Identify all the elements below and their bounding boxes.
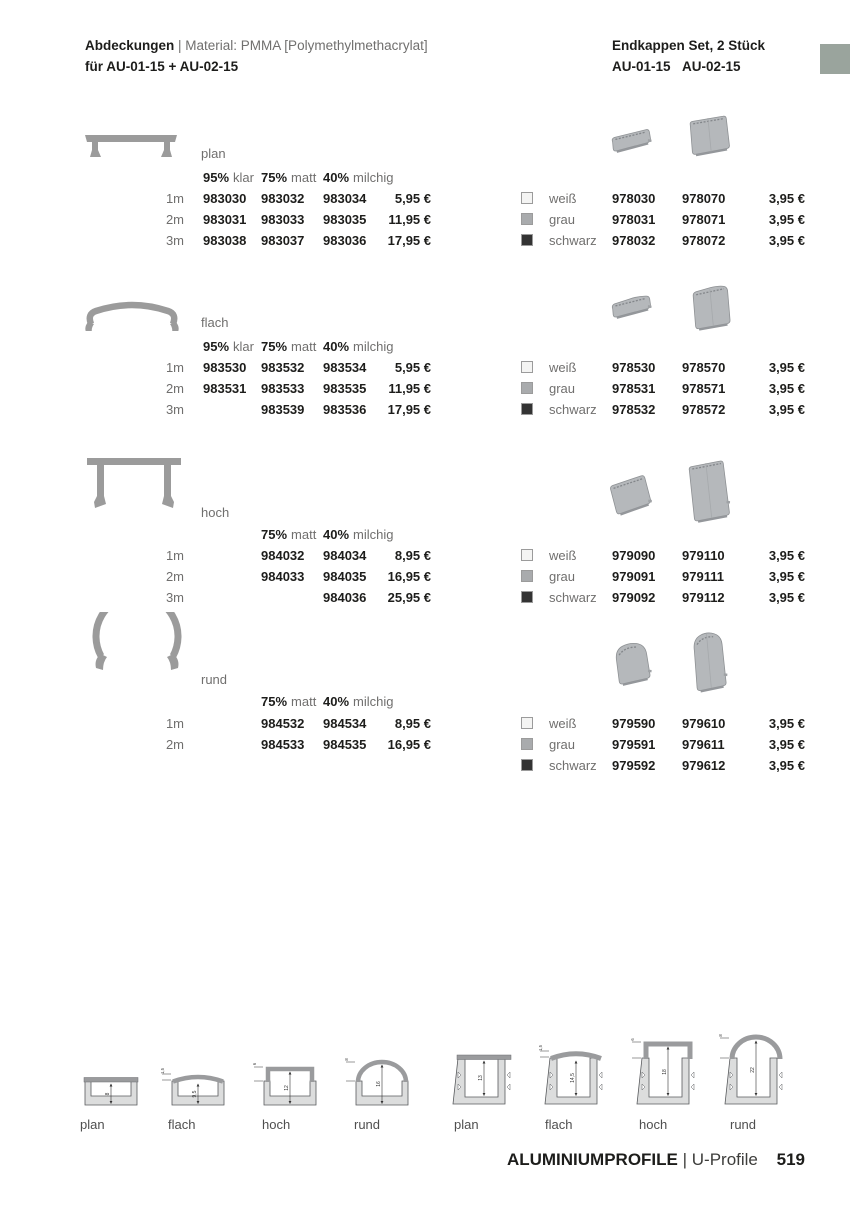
price: 3,95 € xyxy=(768,402,805,417)
article-number: 983037 xyxy=(261,233,305,248)
diagram-cover-hoch xyxy=(252,1054,322,1108)
article-number: 978532 xyxy=(612,402,656,417)
svg-text:22: 22 xyxy=(750,1067,756,1073)
article-number: 978530 xyxy=(612,360,656,375)
diagram-label-plan: plan xyxy=(80,1117,105,1132)
endcap-color-label: grau xyxy=(549,381,576,396)
length-label: 2m xyxy=(165,381,184,396)
price: 3,95 € xyxy=(768,569,805,584)
diagram-label-rund: rund xyxy=(730,1117,757,1132)
article-number: 983033 xyxy=(261,212,305,227)
article-number: 979610 xyxy=(682,716,726,731)
article-number: 978531 xyxy=(612,381,656,396)
col-header-matt: 75% matt xyxy=(261,339,317,354)
price: 17,95 € xyxy=(387,402,431,417)
col-header-matt: 75% matt xyxy=(261,527,317,542)
svg-text:8: 8 xyxy=(344,1058,349,1061)
length-label: 1m xyxy=(165,360,184,375)
endcap-photo-large xyxy=(685,113,734,164)
color-swatch xyxy=(521,213,533,225)
price: 3,95 € xyxy=(768,737,805,752)
col-header-klar: 95% klar xyxy=(203,170,254,185)
article-number: 984034 xyxy=(323,548,367,563)
column-headers xyxy=(0,338,850,355)
page-tab xyxy=(820,44,850,74)
color-swatch xyxy=(521,591,533,603)
length-label: 2m xyxy=(165,737,184,752)
endcap-color-label: schwarz xyxy=(549,402,597,417)
endkappen-col2: AU-02-15 xyxy=(682,59,741,74)
price: 3,95 € xyxy=(768,360,805,375)
footer-subcategory: | U-Profile xyxy=(682,1150,758,1169)
diagram-cover-plan xyxy=(73,1054,143,1108)
color-swatch xyxy=(521,738,533,750)
endcap-photo-small xyxy=(605,471,657,524)
color-swatch xyxy=(521,759,533,771)
endcap-photo-small xyxy=(609,126,656,165)
diagram-label-flach: flach xyxy=(545,1117,573,1132)
svg-text:8: 8 xyxy=(105,1092,111,1096)
endcap-color-label: weiß xyxy=(549,716,577,731)
length-label: 3m xyxy=(165,233,184,248)
article-number: 983034 xyxy=(323,191,367,206)
page-title-material: | Material: PMMA [Polymethylmethacrylat] xyxy=(178,38,428,53)
color-swatch xyxy=(521,361,533,373)
article-number: 978072 xyxy=(682,233,726,248)
endcap-row xyxy=(0,589,850,606)
color-swatch xyxy=(521,570,533,582)
endcap-color-label: weiß xyxy=(549,360,577,375)
article-number: 978071 xyxy=(682,212,726,227)
article-number: 978030 xyxy=(612,191,656,206)
col-header-milchig: 40% milchig xyxy=(323,339,394,354)
svg-text:16: 16 xyxy=(376,1081,382,1087)
svg-text:6: 6 xyxy=(630,1038,635,1041)
column-headers xyxy=(0,169,850,186)
endcap-color-label: grau xyxy=(549,569,576,584)
svg-text:6: 6 xyxy=(252,1062,257,1066)
col-header-milchig: 40% milchig xyxy=(323,170,394,185)
price: 11,95 € xyxy=(388,212,431,227)
col-header-matt: 75% matt xyxy=(261,170,317,185)
endcap-color-label: grau xyxy=(549,212,576,227)
endcap-color-label: schwarz xyxy=(549,233,597,248)
section-label: rund xyxy=(201,672,228,687)
article-number: 983533 xyxy=(261,381,305,396)
price: 5,95 € xyxy=(394,191,431,206)
length-label: 1m xyxy=(165,191,184,206)
article-number: 979111 xyxy=(682,569,724,584)
article-number: 984532 xyxy=(261,716,305,731)
diagram-uprofile-plan xyxy=(446,1032,518,1108)
price: 3,95 € xyxy=(768,233,805,248)
footer-category: ALUMINIUMPROFILE xyxy=(506,1150,678,1169)
article-number: 984035 xyxy=(323,569,367,584)
endcap-color-label: weiß xyxy=(549,548,577,563)
diagram-uprofile-hoch xyxy=(630,1032,702,1108)
endcap-row xyxy=(0,736,850,753)
length-label: 3m xyxy=(165,590,184,605)
article-number: 978031 xyxy=(612,212,656,227)
endcap-row xyxy=(0,568,850,585)
article-number: 983535 xyxy=(323,381,367,396)
length-label: 3m xyxy=(165,402,184,417)
article-number: 983536 xyxy=(323,402,367,417)
col-header-milchig: 40% milchig xyxy=(323,527,394,542)
article-number: 978572 xyxy=(682,402,726,417)
article-number: 979590 xyxy=(612,716,656,731)
col-header-milchig: 40% milchig xyxy=(323,694,394,709)
endcap-color-label: weiß xyxy=(549,191,577,206)
length-label: 2m xyxy=(165,212,184,227)
article-number: 979612 xyxy=(682,758,726,773)
endcap-row xyxy=(0,190,850,207)
article-number: 984535 xyxy=(323,737,367,752)
article-number: 984032 xyxy=(261,548,305,563)
color-swatch xyxy=(521,549,533,561)
endcap-row xyxy=(0,359,850,376)
article-number: 978070 xyxy=(682,191,726,206)
svg-text:8: 8 xyxy=(718,1034,723,1037)
article-number: 978570 xyxy=(682,360,726,375)
price: 11,95 € xyxy=(388,381,431,396)
price: 3,95 € xyxy=(768,548,805,563)
article-number: 978032 xyxy=(612,233,656,248)
price: 8,95 € xyxy=(394,716,431,731)
article-number: 979592 xyxy=(612,758,656,773)
svg-text:1,5: 1,5 xyxy=(538,1045,543,1051)
diagram-label-flach: flach xyxy=(168,1117,196,1132)
section-label: flach xyxy=(201,315,229,330)
endcap-row xyxy=(0,715,850,732)
length-label: 2m xyxy=(165,569,184,584)
price: 25,95 € xyxy=(387,590,431,605)
article-number: 983035 xyxy=(323,212,367,227)
color-swatch xyxy=(521,382,533,394)
svg-text:1,5: 1,5 xyxy=(160,1068,165,1074)
page-footer xyxy=(300,1150,805,1170)
price: 5,95 € xyxy=(394,360,431,375)
price: 3,95 € xyxy=(768,381,805,396)
article-number: 978571 xyxy=(682,381,726,396)
diagram-uprofile-flach xyxy=(538,1032,610,1108)
article-number: 983532 xyxy=(261,360,305,375)
profile-drawing-hoch xyxy=(85,456,183,519)
article-number: 983032 xyxy=(261,191,305,206)
diagram-label-rund: rund xyxy=(354,1117,381,1132)
endkappen-title: Endkappen Set, 2 Stück xyxy=(612,38,766,53)
color-swatch xyxy=(521,192,533,204)
article-number: 979591 xyxy=(612,737,656,752)
article-number: 979112 xyxy=(682,590,725,605)
price: 16,95 € xyxy=(387,569,431,584)
endcap-row xyxy=(0,401,850,418)
price: 3,95 € xyxy=(768,758,805,773)
page-title-bold: Abdeckungen xyxy=(85,38,175,53)
col-header-klar: 95% klar xyxy=(203,339,254,354)
price: 3,95 € xyxy=(768,716,805,731)
page-subtitle: für AU-01-15 + AU-02-15 xyxy=(85,59,239,74)
article-number: 983534 xyxy=(323,360,367,375)
article-number: 984534 xyxy=(323,716,367,731)
endcap-row xyxy=(0,547,850,564)
article-number: 983036 xyxy=(323,233,367,248)
endkappen-col1: AU-01-15 xyxy=(612,59,671,74)
endcap-photo-large xyxy=(686,625,732,700)
article-number: 983530 xyxy=(203,360,247,375)
endcap-row xyxy=(0,380,850,397)
article-number: 983531 xyxy=(203,381,247,396)
diagram-cover-rund xyxy=(344,1054,414,1108)
diagram-label-plan: plan xyxy=(454,1117,479,1132)
article-number: 983038 xyxy=(203,233,247,248)
article-number: 983031 xyxy=(203,212,247,227)
diagram-label-hoch: hoch xyxy=(262,1117,291,1132)
price: 16,95 € xyxy=(387,737,431,752)
diagram-uprofile-rund xyxy=(716,1032,796,1108)
diagram-label-hoch: hoch xyxy=(639,1117,668,1132)
article-number: 979611 xyxy=(682,737,725,752)
length-label: 1m xyxy=(165,716,184,731)
svg-text:13: 13 xyxy=(478,1075,484,1081)
length-label: 1m xyxy=(165,548,184,563)
page-number: 519 xyxy=(776,1150,805,1169)
article-number: 984033 xyxy=(261,569,305,584)
profile-drawing-plan xyxy=(83,131,179,166)
color-swatch xyxy=(521,403,533,415)
endcap-row xyxy=(0,211,850,228)
article-number: 979091 xyxy=(612,569,656,584)
article-number: 983539 xyxy=(261,402,305,417)
section-label: plan xyxy=(201,146,226,161)
endcap-photo-small xyxy=(608,636,656,693)
section-label: hoch xyxy=(201,505,230,520)
endcap-row xyxy=(0,232,850,249)
endcap-color-label: schwarz xyxy=(549,590,597,605)
endcap-row xyxy=(0,757,850,774)
profile-drawing-rund xyxy=(84,612,190,679)
price: 8,95 € xyxy=(394,548,431,563)
endcap-photo-large xyxy=(689,283,734,338)
price: 3,95 € xyxy=(768,590,805,605)
svg-text:18: 18 xyxy=(662,1069,668,1075)
article-number: 979110 xyxy=(682,548,725,563)
article-number: 984533 xyxy=(261,737,305,752)
profile-drawing-flach xyxy=(82,293,182,336)
col-header-matt: 75% matt xyxy=(261,694,317,709)
endcap-color-label: grau xyxy=(549,737,576,752)
color-swatch xyxy=(521,717,533,729)
article-number: 984036 xyxy=(323,590,367,605)
diagram-cover-flach xyxy=(160,1054,230,1108)
article-number: 979092 xyxy=(612,590,656,605)
article-number: 983030 xyxy=(203,191,247,206)
endcap-photo-small xyxy=(609,292,656,331)
color-swatch xyxy=(521,234,533,246)
svg-text:12: 12 xyxy=(284,1085,290,1091)
price: 17,95 € xyxy=(387,233,431,248)
svg-text:14,5: 14,5 xyxy=(570,1073,576,1083)
page-title xyxy=(85,38,428,53)
endcap-photo-large xyxy=(682,456,735,530)
article-number: 979090 xyxy=(612,548,656,563)
svg-text:9,5: 9,5 xyxy=(192,1090,198,1098)
price: 3,95 € xyxy=(768,212,805,227)
endcap-color-label: schwarz xyxy=(549,758,597,773)
column-headers xyxy=(0,526,850,543)
price: 3,95 € xyxy=(768,191,805,206)
